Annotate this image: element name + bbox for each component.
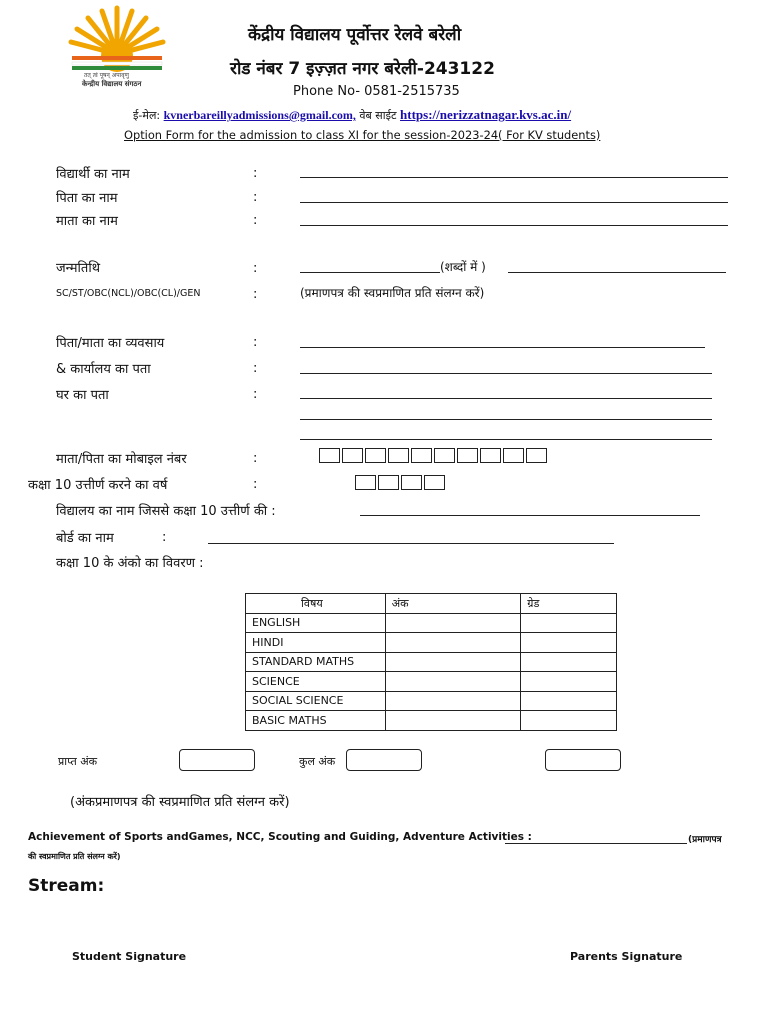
logo-motto: तत् त्वं पूषन् अपावृणु bbox=[84, 72, 129, 79]
grade-cell[interactable] bbox=[521, 672, 617, 692]
colon: : bbox=[253, 451, 258, 466]
dob-words-label: (शब्दों में ) bbox=[440, 260, 486, 274]
class10-year-label: कक्षा 10 उत्तीर्ण करने का वर्ष bbox=[28, 478, 168, 493]
colon: : bbox=[253, 261, 258, 276]
dob-words-line[interactable] bbox=[508, 272, 726, 273]
total-marks-label: कुल अंक bbox=[299, 755, 336, 768]
marks-cell[interactable] bbox=[385, 652, 521, 672]
contact-line bbox=[133, 107, 571, 123]
dob-line[interactable] bbox=[300, 272, 440, 273]
org-title-line2: रोड नंबर 7 इज़्ज़त नगर बरेली-243122 bbox=[230, 59, 495, 79]
marks-cell[interactable] bbox=[385, 691, 521, 711]
table-row bbox=[246, 633, 617, 653]
subject-cell: SOCIAL SCIENCE bbox=[246, 691, 386, 711]
home-address-line-2[interactable] bbox=[300, 419, 712, 420]
parent-occupation-line[interactable] bbox=[300, 347, 705, 348]
table-row bbox=[246, 672, 617, 692]
subject-cell: BASIC MATHS bbox=[246, 711, 386, 731]
subject-cell: HINDI bbox=[246, 633, 386, 653]
achievement-label: Achievement of Sports andGames, NCC, Scouting and Guiding, Adventure Activities : bbox=[28, 831, 532, 843]
father-name-line[interactable] bbox=[300, 202, 728, 203]
category-note: (प्रमाणपत्र की स्वप्रमाणित प्रति संलग्न करें) bbox=[300, 286, 485, 300]
logo-org-name: केन्द्रीय विद्यालय संगठन bbox=[82, 80, 142, 88]
board-name-line[interactable] bbox=[208, 543, 614, 544]
colon: : bbox=[253, 166, 258, 181]
year-digit-boxes[interactable] bbox=[355, 475, 447, 490]
grade-cell[interactable] bbox=[521, 613, 617, 633]
marks-header: अंक bbox=[385, 594, 521, 614]
website-label: वेब साईट bbox=[359, 109, 397, 122]
colon: : bbox=[253, 387, 258, 402]
parent-mobile-label: माता/पिता का मोबाइल नंबर bbox=[56, 452, 187, 467]
website-link[interactable]: https://nerizzatnagar.kvs.ac.in/ bbox=[400, 107, 572, 122]
home-address-line-3[interactable] bbox=[300, 439, 712, 440]
office-address-label: & कार्यालय का पता bbox=[56, 362, 151, 377]
digit-box[interactable] bbox=[411, 448, 432, 463]
digit-box[interactable] bbox=[434, 448, 455, 463]
colon: : bbox=[253, 190, 258, 205]
grade-cell[interactable] bbox=[521, 652, 617, 672]
colon: : bbox=[253, 361, 258, 376]
digit-box[interactable] bbox=[401, 475, 422, 490]
digit-box[interactable] bbox=[365, 448, 386, 463]
marks-cell[interactable] bbox=[385, 711, 521, 731]
table-header-row bbox=[246, 594, 617, 614]
colon: : bbox=[253, 335, 258, 350]
email-label: ई-मेल: bbox=[133, 109, 161, 122]
phone-number: Phone No- 0581-2515735 bbox=[293, 84, 460, 99]
digit-box[interactable] bbox=[503, 448, 524, 463]
colon: : bbox=[162, 530, 167, 545]
digit-box[interactable] bbox=[355, 475, 376, 490]
digit-box[interactable] bbox=[424, 475, 445, 490]
marks-cell[interactable] bbox=[385, 633, 521, 653]
kvs-logo bbox=[62, 2, 172, 94]
colon: : bbox=[253, 213, 258, 228]
email-link[interactable]: kvnerbareillyadmissions@gmail.com, bbox=[163, 108, 356, 122]
digit-box[interactable] bbox=[319, 448, 340, 463]
digit-box[interactable] bbox=[388, 448, 409, 463]
extra-marks-box[interactable] bbox=[545, 749, 621, 771]
subject-cell: SCIENCE bbox=[246, 672, 386, 692]
grade-header: ग्रेड bbox=[521, 594, 617, 614]
total-marks-box[interactable] bbox=[346, 749, 422, 771]
grade-cell[interactable] bbox=[521, 633, 617, 653]
sun-emblem-icon bbox=[62, 2, 172, 72]
achievement-note-1: (प्रमाणपत्र bbox=[688, 835, 722, 845]
achievement-note-2: की स्वप्रमाणित प्रति संलग्न करें) bbox=[28, 852, 121, 861]
obtained-marks-label: प्राप्त अंक bbox=[58, 755, 98, 768]
student-name-label: विद्यार्थी का नाम bbox=[56, 167, 130, 182]
stream-label: Stream: bbox=[28, 876, 105, 896]
grade-cell[interactable] bbox=[521, 691, 617, 711]
digit-box[interactable] bbox=[526, 448, 547, 463]
father-name-label: पिता का नाम bbox=[56, 191, 118, 206]
category-label: SC/ST/OBC(NCL)/OBC(CL)/GEN bbox=[56, 288, 201, 299]
org-title-line1: केंद्रीय विद्यालय पूर्वोत्तर रेलवे बरेली bbox=[248, 25, 462, 45]
marks-cell[interactable] bbox=[385, 672, 521, 692]
parent-occupation-label: पिता/माता का व्यवसाय bbox=[56, 336, 165, 351]
office-address-line[interactable] bbox=[300, 373, 712, 374]
home-address-line-1[interactable] bbox=[300, 398, 712, 399]
marks-table bbox=[245, 593, 617, 731]
table-row bbox=[246, 691, 617, 711]
certificate-note: (अंकप्रमाणपत्र की स्वप्रमाणित प्रति संलग्न करें) bbox=[70, 795, 290, 810]
parents-signature-label: Parents Signature bbox=[570, 950, 683, 963]
digit-box[interactable] bbox=[342, 448, 363, 463]
colon: : bbox=[253, 477, 258, 492]
digit-box[interactable] bbox=[378, 475, 399, 490]
form-title: Option Form for the admission to class XI for the session-2023-24( For KV students) bbox=[124, 128, 601, 142]
student-signature-label: Student Signature bbox=[72, 950, 187, 963]
grade-cell[interactable] bbox=[521, 711, 617, 731]
table-row bbox=[246, 613, 617, 633]
colon: : bbox=[253, 287, 258, 302]
obtained-marks-box[interactable] bbox=[179, 749, 255, 771]
mobile-digit-boxes[interactable] bbox=[319, 448, 549, 463]
achievement-line[interactable] bbox=[505, 843, 687, 844]
table-row bbox=[246, 711, 617, 731]
subject-cell: STANDARD MATHS bbox=[246, 652, 386, 672]
subject-cell: ENGLISH bbox=[246, 613, 386, 633]
table-row bbox=[246, 652, 617, 672]
marks-cell[interactable] bbox=[385, 613, 521, 633]
marks-details-label: कक्षा 10 के अंको का विवरण : bbox=[56, 556, 204, 571]
home-address-label: घर का पता bbox=[56, 388, 109, 403]
board-name-label: बोर्ड का नाम bbox=[56, 531, 114, 546]
school-name-line[interactable] bbox=[360, 515, 700, 516]
digit-box[interactable] bbox=[480, 448, 501, 463]
mother-name-line[interactable] bbox=[300, 225, 728, 226]
school-name-label: विद्यालय का नाम जिससे कक्षा 10 उत्तीर्ण की : bbox=[56, 504, 276, 519]
dob-label: जन्मतिथि bbox=[56, 261, 101, 276]
digit-box[interactable] bbox=[457, 448, 478, 463]
mother-name-label: माता का नाम bbox=[56, 214, 118, 229]
subject-header: विषय bbox=[246, 594, 386, 614]
student-name-line[interactable] bbox=[300, 177, 728, 178]
